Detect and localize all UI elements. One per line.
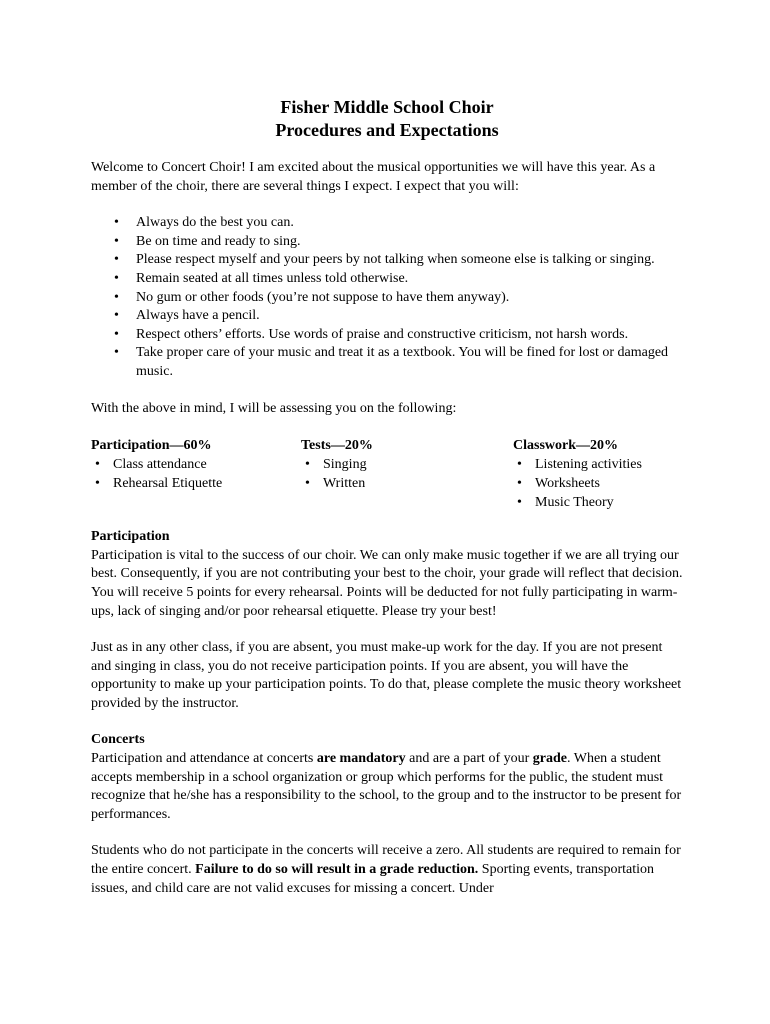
list-item: • Music Theory [513, 493, 642, 512]
grading-heading: Tests—20% [301, 438, 373, 454]
emphasis-grade-reduction: Failure to do so will result in a grade reduction. [195, 862, 479, 878]
emphasis-mandatory: are mandatory [316, 751, 406, 767]
list-item: • Listening activities [513, 455, 642, 474]
concerts-paragraph-1 [91, 750, 683, 824]
list-item: • Worksheets [513, 474, 642, 493]
intro-paragraph: Welcome to Concert Choir! I am excited about the musical opportunities we will have this year. As a member of the choir, there are several things I expect. I expect that you will: [91, 160, 656, 194]
title-line-2: Procedures and Expectations [275, 120, 499, 140]
text-run: Students who do not participate in the concerts will receive a zero. All students are required to remain for the entire concert. [91, 843, 681, 878]
concerts-heading: Concerts [91, 732, 145, 748]
grading-tests [301, 436, 373, 493]
list-item: • Remain seated at all times unless told otherwise. [91, 270, 683, 289]
grading-list [301, 455, 373, 493]
list-item: • Rehearsal Etiquette [91, 474, 222, 493]
text-run: . When a student accepts membership in a school organization or group which performs for the public, the student must recognize that he/she has a responsibility to the school, to the group and to the instructor to be present for performances. [91, 751, 682, 822]
assessing-paragraph: With the above in mind, I will be assessing you on the following: [91, 400, 457, 416]
list-item: • Please respect myself and your peers by not talking when someone else is talking or singing. [91, 251, 683, 270]
text-run: Sporting events, transportation issues, and child care are not valid excuses for missing a concert. Under [91, 862, 655, 896]
grading-heading: Classwork—20% [513, 438, 619, 454]
grading-list [91, 455, 222, 493]
list-item: • Class attendance [91, 455, 222, 474]
document-body [91, 96, 683, 916]
participation-paragraph-2: Just as in any other class, if you are absent, you must make-up work for the day. If you are not present and singing in class, you do not receive participation points. If you are absent, you will have the opportunity to make up your participation points. To do that, please complete the music theory worksheet provided by the instructor. [91, 640, 682, 711]
grading-participation [91, 436, 222, 493]
grading-breakdown [91, 436, 683, 528]
emphasis-grade: grade [532, 751, 567, 767]
page-title [91, 96, 683, 142]
title-line-1: Fisher Middle School Choir [280, 97, 494, 117]
grading-list [513, 455, 642, 512]
concerts-paragraph-2 [91, 842, 683, 898]
list-item: • Take proper care of your music and treat it as a textbook. You will be fined for lost or damaged music. [91, 344, 683, 381]
text-run: and are a part of your [405, 751, 533, 767]
list-item: • Singing [301, 455, 373, 474]
list-item: • Always do the best you can. [91, 214, 683, 233]
list-item: • Always have a pencil. [91, 307, 683, 326]
grading-heading: Participation—60% [91, 438, 212, 454]
list-item: • No gum or other foods (you’re not suppose to have them anyway). [91, 289, 683, 308]
list-item: • Be on time and ready to sing. [91, 233, 683, 252]
list-item: • Respect others’ efforts. Use words of praise and constructive criticism, not harsh words. [91, 326, 683, 345]
expectations-list [91, 214, 683, 381]
grading-classwork [513, 436, 642, 512]
list-item: • Written [301, 474, 373, 493]
text-run: Participation and attendance at concerts [91, 751, 317, 767]
participation-heading: Participation [91, 529, 170, 545]
participation-paragraph-1: Participation is vital to the success of our choir. We can only make music together if we are all trying our best. Consequently, if you are not contributing your best to the choir, your grade will reflect that decision. You will receive 5 points for every rehearsal. Points will be deducted for not fully participating in warm-ups, lack of singing and/or poor rehearsal etiquette. Please try your best! [91, 547, 683, 619]
